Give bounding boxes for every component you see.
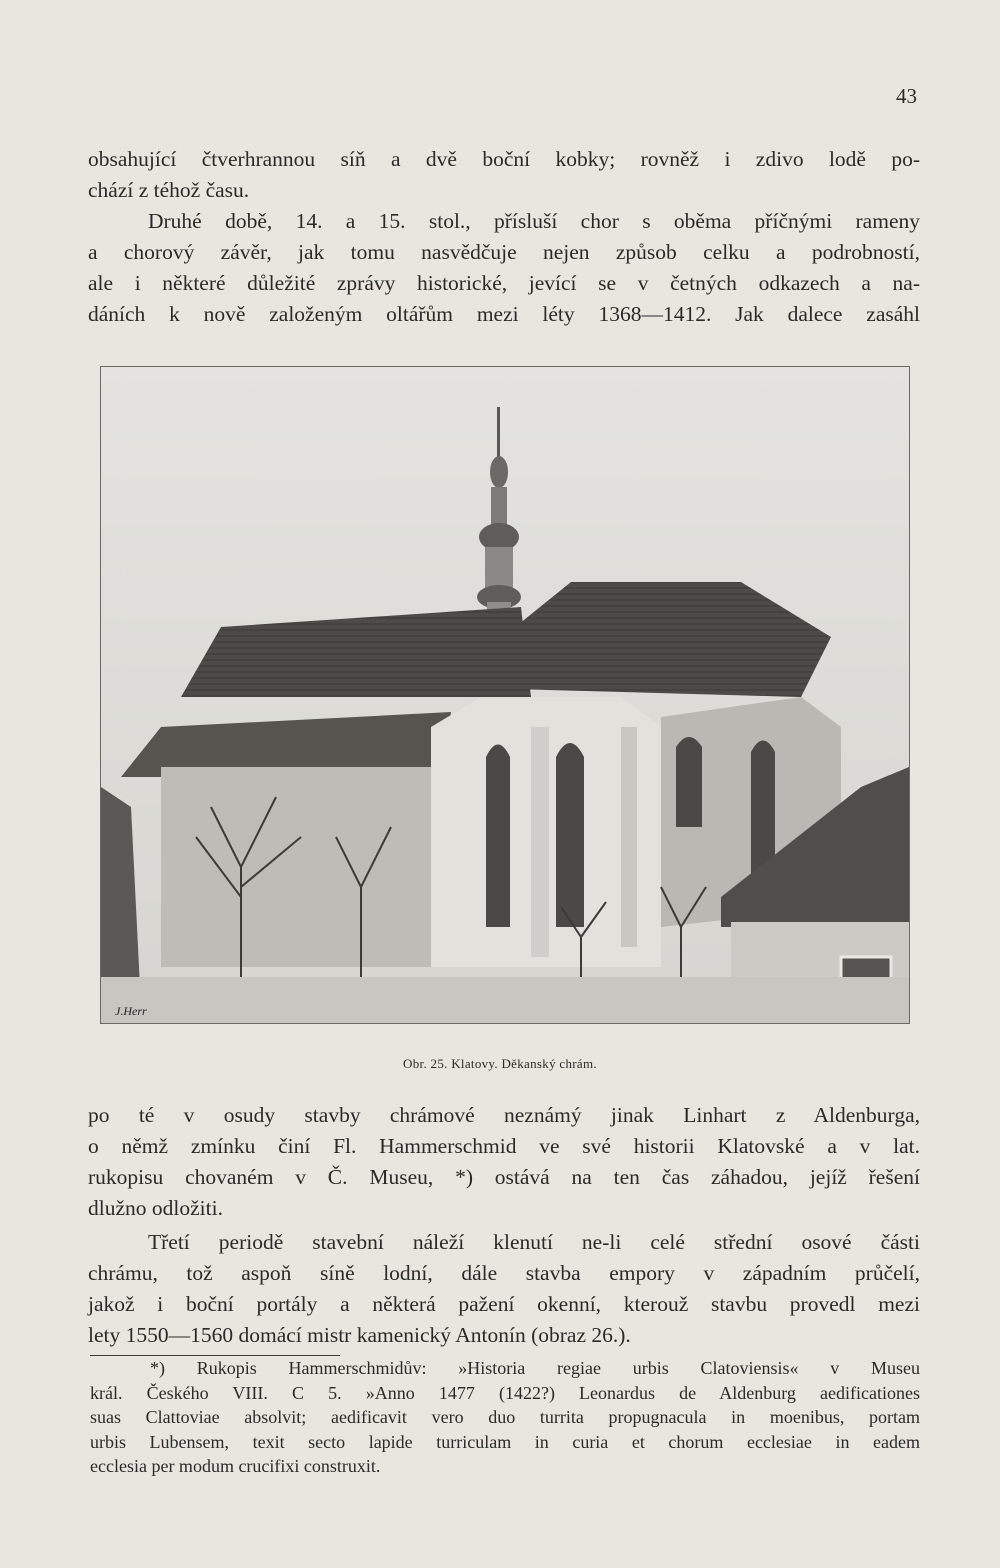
paragraph-bottom-2 — [88, 1227, 920, 1351]
text-line: chází z téhož času. — [88, 178, 250, 202]
text-line: dlužno odložiti. — [88, 1196, 223, 1220]
page-number: 43 — [896, 84, 917, 108]
footnote-line: urbis Lubensem, texit secto lapide turriculam in curia et chorum ecclesiae in eadem — [90, 1431, 920, 1452]
footnote-line: *) Rukopis Hammerschmidův: »Historia regiae urbis Clatoviensis« v Museu — [150, 1358, 920, 1378]
church-illustration — [101, 367, 909, 1023]
paragraph-top-1 — [88, 144, 920, 206]
paragraph-bottom-1 — [88, 1100, 920, 1224]
footnote — [90, 1356, 920, 1479]
text-line: dáních k nově založeným oltářům mezi léty 1368—1412. Jak dalece zasáhl — [88, 302, 920, 326]
text-line: ale i některé důležité zprávy historické, jevící se v četných odkazech a na- — [88, 271, 920, 295]
text-line: rukopisu chovaném v Č. Museu, *) ostává na ten čas záhadou, jejíž řešení — [88, 1165, 920, 1189]
text-line: Druhé době, 14. a 15. stol., přísluší chor s oběma příčnými rameny — [148, 209, 920, 233]
footnote-line: ecclesia per modum crucifixi construxit. — [90, 1456, 381, 1476]
text-line: po té v osudy stavby chrámové neznámý jinak Linhart z Aldenburga, — [88, 1103, 920, 1127]
footnote-line: král. Českého VIII. C 5. »Anno 1477 (1422?) Leonardus de Aldenburg aedificationes — [90, 1382, 920, 1403]
photo-signature: J.Herr — [115, 1004, 147, 1018]
footnote-line: suas Clattoviae absolvit; aedificavit vero duo turrita propugnacula in moenibus, portam — [90, 1407, 920, 1427]
text-line: chrámu, tož aspoň síně lodní, dále stavba empory v západním průčelí, — [88, 1261, 920, 1285]
text-line: jakož i boční portály a některá pažení okenní, kterouž stavbu provedl mezi — [88, 1292, 920, 1316]
text-line: o němž zmínku činí Fl. Hammerschmid ve své historii Klatovské a v lat. — [88, 1134, 920, 1158]
paragraph-top-2 — [88, 206, 920, 330]
text-line: lety 1550—1560 domácí mistr kamenický Antonín (obraz 26.). — [88, 1323, 631, 1347]
figure-caption: Obr. 25. Klatovy. Děkanský chrám. — [403, 1056, 597, 1071]
text-line: Třetí periodě stavební náleží klenutí ne-li celé střední osové části — [148, 1230, 920, 1254]
text-line: obsahující čtverhrannou síň a dvě boční kobky; rovněž i zdivo lodě po- — [88, 147, 920, 171]
church-photograph — [100, 366, 910, 1024]
text-line: a chorový závěr, jak tomu nasvědčuje nejen způsob celku a podrobností, — [88, 240, 920, 264]
